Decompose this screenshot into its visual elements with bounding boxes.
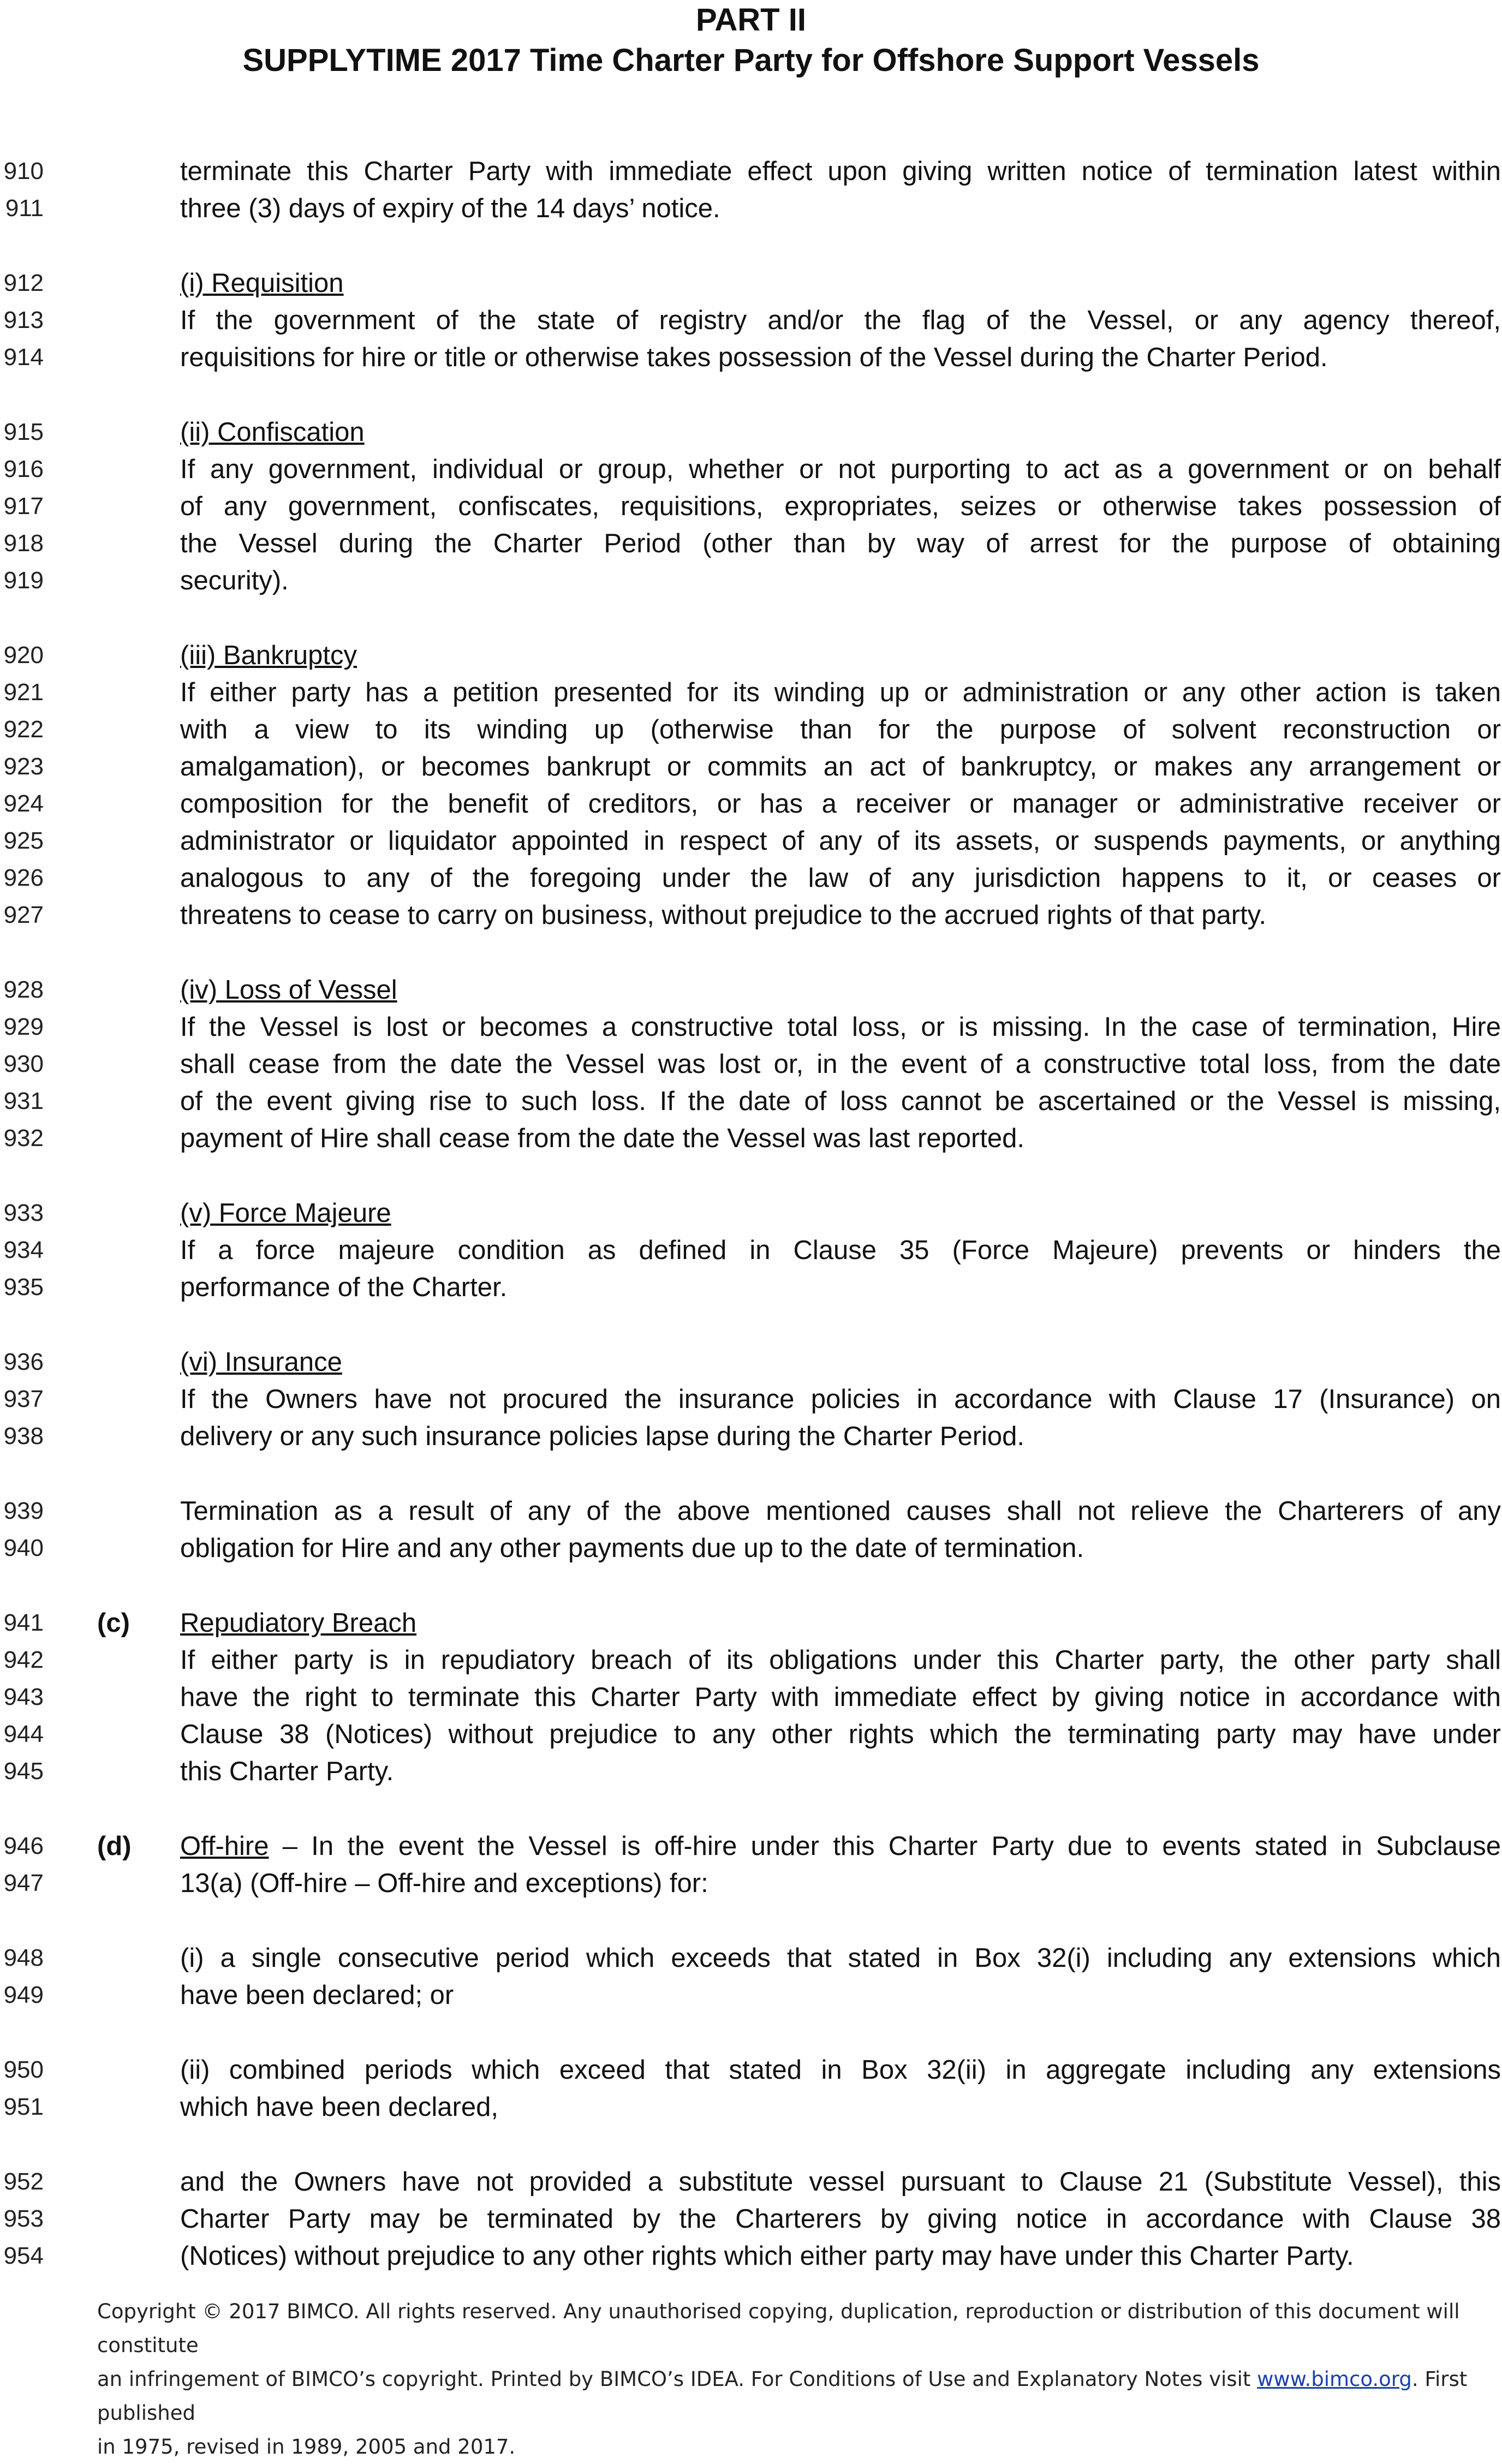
text-line (0, 1530, 1502, 1567)
clause-text: (i) a single consecutive period which exceeds that stated in Box 32(i) including any extensions which (180, 1943, 1501, 1973)
text-line (0, 1083, 1502, 1120)
text-line (0, 897, 1502, 934)
text-line (0, 1604, 1502, 1642)
text-line (0, 1642, 1502, 1679)
footer-line-3: in 1975, revised in 1989, 2005 and 2017. (97, 2435, 516, 2459)
line-number: 927 (3, 902, 44, 928)
text-line (0, 1195, 1502, 1232)
heading-text: (iii) Bankruptcy (180, 641, 357, 670)
clause-text: administrator or liquidator appointed in respect of any of its assets, or suspends payments, or anything (180, 826, 1501, 856)
line-number: 924 (3, 790, 44, 817)
line-number: 946 (3, 1833, 44, 1859)
text-line (0, 2051, 1502, 2089)
line-number: 951 (3, 2093, 44, 2120)
clause-text: shall cease from the date the Vessel was lost or, in the event of a constructive total loss, from the date (180, 1049, 1501, 1079)
line-number: 942 (3, 1646, 44, 1673)
footer-line-2: an infringement of BIMCO’s copyright. Printed by BIMCO’s IDEA. For Conditions of Use and Explanatory Notes visit www.bimco.org. First published (97, 2367, 1468, 2425)
line-number: 936 (3, 1349, 44, 1375)
line-number: 932 (3, 1125, 44, 1152)
text-line (0, 190, 1502, 227)
line-number: 937 (3, 1386, 44, 1412)
text-line (0, 1120, 1502, 1157)
clause-text: If the government of the state of registry and/or the flag of the Vessel, or any agency thereof, (180, 306, 1501, 335)
line-number: 935 (3, 1274, 44, 1300)
clause-text: with a view to its winding up (otherwise than for the purpose of solvent reconstruction or (180, 715, 1501, 744)
clause-text: requisitions for hire or title or otherwise takes possession of the Vessel during the Charter Period. (180, 343, 1328, 372)
line-number: 914 (3, 344, 44, 371)
text-line (0, 1232, 1502, 1269)
clause-text: If either party is in repudiatory breach of its obligations under this Charter party, the other party shall (180, 1645, 1501, 1675)
clause-heading (180, 637, 1501, 674)
clause-text: Charter Party may be terminated by the Charterers by giving notice in accordance with Clause 38 (180, 2204, 1501, 2234)
text-line (0, 2238, 1502, 2275)
line-number: 930 (3, 1051, 44, 1077)
text-line (0, 1344, 1502, 1381)
text-line (0, 302, 1502, 339)
text-line (0, 1009, 1502, 1046)
clause-text: 13(a) (Off-hire – Off-hire and exceptions) for: (180, 1869, 708, 1898)
section-label: (c) (97, 1608, 130, 1638)
text-line (0, 1753, 1502, 1790)
text-line (0, 1046, 1502, 1083)
line-number: 926 (3, 864, 44, 891)
text-line (0, 971, 1502, 1009)
clause-text: which have been declared, (180, 2092, 498, 2122)
text-line (0, 2200, 1502, 2238)
text-line (0, 1977, 1502, 2014)
text-line (0, 451, 1502, 488)
clause-heading (180, 1604, 1501, 1642)
line-number: 938 (3, 1423, 44, 1449)
text-line (0, 748, 1502, 785)
line-number: 913 (3, 307, 44, 333)
line-number: 923 (3, 753, 44, 780)
line-number: 929 (3, 1013, 44, 1040)
line-number: 915 (3, 419, 44, 445)
clause-text-rest: – In the event the Vessel is off-hire under this Charter Party due to events stated in Subclause (269, 1831, 1501, 1861)
clause-text: payment of Hire shall cease from the date the Vessel was last reported. (180, 1124, 1025, 1153)
heading-text: (v) Force Majeure (180, 1198, 391, 1228)
line-number: 931 (3, 1088, 44, 1114)
line-number: 911 (5, 195, 44, 222)
text-line (0, 1418, 1502, 1455)
clause-text: of the event giving rise to such loss. If the date of loss cannot be ascertained or the Vessel is missing, (180, 1087, 1501, 1116)
clause-text: performance of the Charter. (180, 1273, 508, 1302)
text-line (0, 525, 1502, 562)
line-number: 944 (3, 1721, 44, 1747)
line-number: 917 (3, 493, 44, 520)
line-number: 920 (3, 642, 44, 669)
clause-text: If the Owners have not procured the insurance policies in accordance with Clause 17 (Insurance) on (180, 1385, 1501, 1414)
heading-text: Off-hire (180, 1831, 269, 1861)
clause-text: composition for the benefit of creditors, or has a receiver or manager or administrative receiver or (180, 789, 1501, 819)
text-line (0, 1493, 1502, 1530)
text-line (0, 1679, 1502, 1716)
text-line (0, 2163, 1502, 2200)
heading-text: (vi) Insurance (180, 1347, 342, 1377)
text-line (0, 1828, 1502, 1865)
clause-text (180, 1828, 1501, 1865)
line-number: 934 (3, 1237, 44, 1263)
footer-line-1: Copyright © 2017 BIMCO. All rights reserved. Any unauthorised copying, duplication, reproduction or distribution of this document will constitute (97, 2300, 1460, 2357)
line-number: 919 (3, 567, 44, 594)
text-line (0, 265, 1502, 302)
text-line (0, 785, 1502, 822)
clause-text: have been declared; or (180, 1980, 454, 2010)
text-line (0, 1716, 1502, 1753)
text-line (0, 1865, 1502, 1902)
clause-text: of any government, confiscates, requisitions, expropriates, seizes or otherwise takes possession of (180, 492, 1501, 521)
clause-text: delivery or any such insurance policies lapse during the Charter Period. (180, 1422, 1025, 1451)
clause-heading (180, 1195, 1501, 1232)
line-number: 921 (3, 679, 44, 706)
clause-text: threatens to cease to carry on business, without prejudice to the accrued rights of that party. (180, 900, 1267, 930)
line-number: 941 (3, 1609, 44, 1636)
line-number: 949 (3, 1982, 44, 2008)
clause-text: this Charter Party. (180, 1757, 394, 1786)
clause-text: If any government, individual or group, whether or not purporting to act as a government or on behalf (180, 455, 1501, 484)
heading-text: (ii) Confiscation (180, 417, 365, 447)
clause-text: the Vessel during the Charter Period (other than by way of arrest for the purpose of obtaining (180, 529, 1501, 558)
text-line (0, 1269, 1502, 1306)
text-line (0, 637, 1502, 674)
clause-text: If a force majeure condition as defined in Clause 35 (Force Majeure) prevents or hinders the (180, 1236, 1501, 1265)
line-number: 954 (3, 2242, 44, 2269)
text-line (0, 860, 1502, 897)
line-number: 928 (3, 976, 44, 1003)
text-line (0, 562, 1502, 599)
line-number: 950 (3, 2056, 44, 2083)
section-label: (d) (97, 1831, 132, 1861)
clause-text: If either party has a petition presented for its winding up or administration or any other action is taken (180, 678, 1501, 707)
text-line (0, 674, 1502, 711)
text-line (0, 711, 1502, 748)
bimco-link[interactable]: www.bimco.org (1257, 2367, 1412, 2391)
clause-text: and the Owners have not provided a substitute vessel pursuant to Clause 21 (Substitute Vessel), this (180, 2167, 1501, 2197)
line-number: 916 (3, 456, 44, 482)
line-number: 925 (3, 827, 44, 854)
copyright-footer (97, 2295, 1494, 2464)
line-number: 940 (3, 1535, 44, 1561)
heading-text: Repudiatory Breach (180, 1608, 417, 1638)
clause-text: Termination as a result of any of the above mentioned causes shall not relieve the Charterers of any (180, 1496, 1501, 1526)
line-number: 943 (3, 1684, 44, 1710)
page-header (0, 0, 1502, 81)
line-number: 953 (3, 2205, 44, 2232)
text-line (0, 153, 1502, 190)
text-line (0, 414, 1502, 451)
clause-text: analogous to any of the foregoing under the law of any jurisdiction happens to it, or ceases or (180, 863, 1501, 893)
part-label: PART II (696, 2, 806, 38)
text-line (0, 339, 1502, 376)
clause-heading (180, 971, 1501, 1009)
clause-text: obligation for Hire and any other payments due up to the date of termination. (180, 1534, 1084, 1563)
clause-text: three (3) days of expiry of the 14 days’ notice. (180, 194, 720, 223)
line-number: 947 (3, 1870, 44, 1896)
line-number: 952 (3, 2168, 44, 2195)
text-line (0, 2089, 1502, 2126)
line-number: 945 (3, 1758, 44, 1785)
heading-text: (iv) Loss of Vessel (180, 975, 397, 1005)
clause-text: (ii) combined periods which exceed that stated in Box 32(ii) in aggregate including any extensions (180, 2055, 1501, 2085)
text-line (0, 1940, 1502, 1977)
document-title: SUPPLYTIME 2017 Time Charter Party for Offshore Support Vessels (242, 43, 1260, 78)
clause-text: terminate this Charter Party with immediate effect upon giving written notice of termination latest within (180, 157, 1501, 186)
line-number: 910 (3, 158, 44, 184)
clause-text: have the right to terminate this Charter Party with immediate effect by giving notice in accordance with (180, 1683, 1501, 1712)
clause-text: security). (180, 566, 289, 595)
line-number: 939 (3, 1498, 44, 1524)
clause-heading (180, 414, 1501, 451)
clause-text: (Notices) without prejudice to any other rights which either party may have under this Charter Party. (180, 2241, 1354, 2271)
clause-heading (180, 265, 1501, 302)
line-number: 918 (3, 530, 44, 557)
line-number: 922 (3, 716, 44, 743)
text-line (0, 822, 1502, 860)
heading-text: (i) Requisition (180, 269, 344, 298)
text-line (0, 488, 1502, 525)
line-number: 912 (3, 270, 44, 296)
clause-heading (180, 1344, 1501, 1381)
clause-text: amalgamation), or becomes bankrupt or commits an act of bankruptcy, or makes any arrangement or (180, 752, 1501, 781)
clause-text: Clause 38 (Notices) without prejudice to any other rights which the terminating party may have under (180, 1720, 1501, 1749)
line-number: 933 (3, 1200, 44, 1226)
line-number: 948 (3, 1944, 44, 1971)
text-line (0, 1381, 1502, 1418)
clause-text: If the Vessel is lost or becomes a constructive total loss, or is missing. In the case of termination, Hire (180, 1012, 1501, 1042)
